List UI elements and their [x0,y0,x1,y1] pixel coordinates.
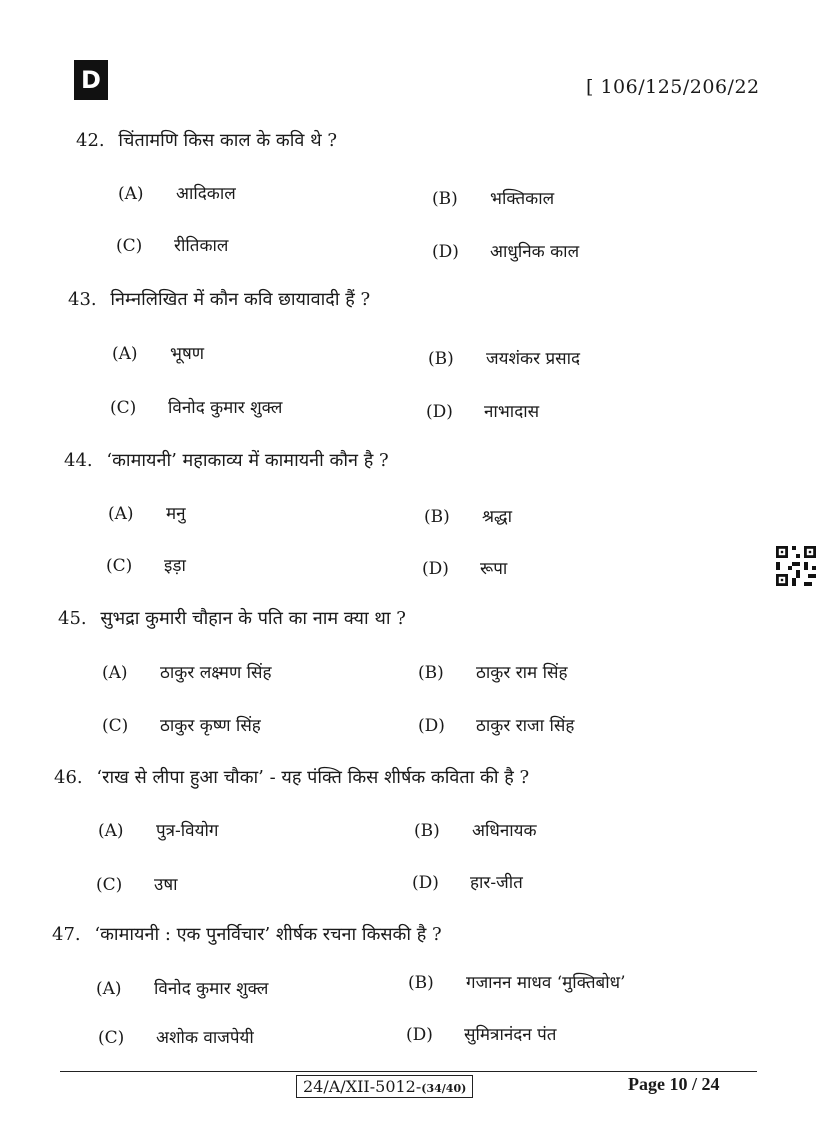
q45-option-a: (A) ठाकुर लक्ष्मण सिंह [102,663,272,683]
qr-code [776,546,816,586]
q45-option-c: (C) ठाकुर कृष्ण सिंह [102,716,261,736]
question-text: निम्नलिखित में कौन कवि छायावादी हैं ? [110,289,371,310]
q42-option-d: (D) आधुनिक काल [432,242,580,262]
page-number: Page 10 / 24 [628,1074,720,1094]
q46-option-d: (D) हार-जीत [412,873,523,893]
q47-option-c: (C) अशोक वाजपेयी [98,1028,254,1048]
question-43 [68,287,370,311]
q43-option-c: (C) विनोद कुमार शुक्ल [110,398,283,418]
q46-option-a: (A) पुत्र-वियोग [98,821,219,841]
question-42 [76,128,337,152]
q43-option-a: (A) भूषण [112,344,205,364]
set-badge: D [74,60,108,100]
question-text: ‘कामायनी : एक पुनर्विचार’ शीर्षक रचना किसकी है ? [94,924,442,945]
q45-option-d: (D) ठाकुर राजा सिंह [418,716,575,736]
q46-option-b: (B) अधिनायक [414,821,537,841]
footer-rule [60,1071,757,1072]
paper-code: [ 106/125/206/22 [586,76,760,98]
question-number: 44. [64,450,93,471]
q47-option-a: (A) विनोद कुमार शुक्ल [96,979,269,999]
q46-option-c: (C) उषा [96,875,178,895]
question-text: ‘कामायनी’ महाकाव्य में कामायनी कौन है ? [106,450,389,471]
question-text: ‘राख से लीपा हुआ चौका’ - यह पंक्ति किस शीर्षक कविता की है ? [96,767,530,788]
q47-option-d: (D) सुमित्रानंदन पंत [406,1025,557,1045]
booklet-code: 24/A/XII-5012-(34/40) [296,1075,473,1098]
question-number: 42. [76,130,105,151]
q44-option-d: (D) रूपा [422,559,508,579]
question-text: सुभद्रा कुमारी चौहान के पति का नाम क्या था ? [100,608,406,629]
question-46 [54,765,529,789]
q42-option-b: (B) भक्तिकाल [432,189,555,209]
question-number: 43. [68,289,97,310]
q47-option-b: (B) गजानन माधव ‘मुक्तिबोध’ [408,973,626,993]
q42-option-a: (A) आदिकाल [118,184,236,204]
q43-option-b: (B) जयशंकर प्रसाद [428,349,581,369]
question-number: 46. [54,767,83,788]
q42-option-c: (C) रीतिकाल [116,236,229,256]
question-text: चिंतामणि किस काल के कवि थे ? [118,130,337,151]
question-44 [64,448,389,472]
question-number: 47. [52,924,81,945]
question-number: 45. [58,608,87,629]
q44-option-c: (C) इड़ा [106,556,186,576]
question-45 [58,606,406,630]
q44-option-a: (A) मनु [108,504,186,524]
q44-option-b: (B) श्रद्धा [424,507,513,527]
question-47 [52,922,442,946]
q43-option-d: (D) नाभादास [426,402,540,422]
q45-option-b: (B) ठाकुर राम सिंह [418,663,568,683]
